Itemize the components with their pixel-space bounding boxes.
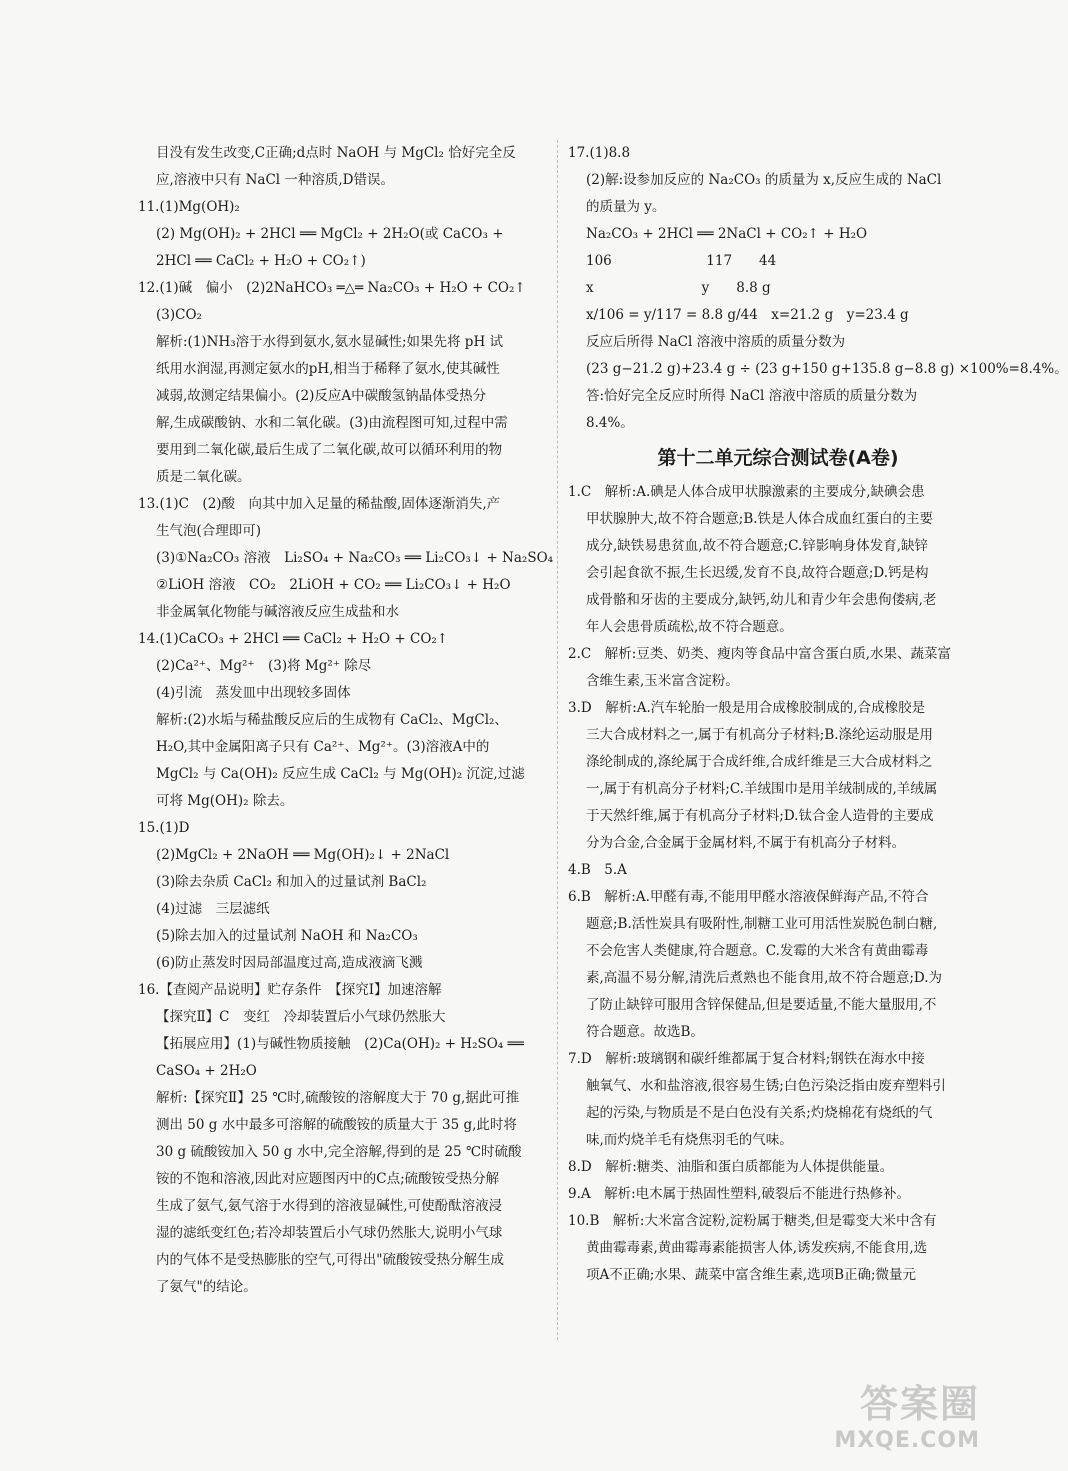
text-line: 黄曲霉毒素,黄曲霉毒素能损害人体,诱发疾病,不能食用,选 [586,1240,928,1256]
text-line: 16.【查阅产品说明】贮存条件 【探究Ⅰ】加速溶解 [138,982,442,998]
text-line: 了氨气"的结论。 [156,1279,257,1295]
text-line: (3)①Na₂CO₃ 溶液 Li₂SO₄ + Na₂CO₃ ══ Li₂CO₃↓ + Na₂SO₄ [156,550,554,566]
text-line: 2HCl ══ CaCl₂ + H₂O + CO₂↑) [156,253,366,269]
text-line: (2)解:设参加反应的 Na₂CO₃ 的质量为 x,反应生成的 NaCl [586,172,942,188]
text-line: 12.(1)碱 偏小 (2)2NaHCO₃ ═△═ Na₂CO₃ + H₂O + CO₂↑ [138,280,526,296]
text-line: 了防止缺锌可服用含锌保健品,但是要适量,不能大量服用,不 [586,997,937,1013]
text-line: 6.B 解析:A.甲醛有毒,不能用甲醛水溶液保鲜海产品,不符合 [568,889,929,905]
text-line: (4)过滤 三层滤纸 [156,901,270,917]
text-line: 106 117 44 [586,253,777,269]
text-line: 成骨骼和牙齿的主要成分,缺钙,幼儿和青少年会患佝偻病,老 [586,592,937,608]
text-line: (5)除去加入的过量试剂 NaOH 和 Na₂CO₃ [156,928,418,944]
text-line: 1.C 解析:A.碘是人体合成甲状腺激素的主要成分,缺碘会患 [568,484,925,500]
text-line: 非金属氧化物能与碱溶液反应生成盐和水 [156,604,399,620]
text-line: 8.4%。 [586,415,634,431]
text-line: 9.A 解析:电木属于热固性塑料,破裂后不能进行热修补。 [568,1186,910,1202]
text-line: 含维生素,玉米富含淀粉。 [586,673,739,689]
problem-17-block [568,140,1068,437]
text-line: 答:恰好完全反应时所得 NaCl 溶液中溶质的质量分数为 [586,388,918,404]
text-line: 30 g 硫酸铵加入 50 g 水中,完全溶解,得到的是 25 ℃时硫酸 [156,1144,522,1160]
text-line: 味,而灼烧羊毛有烧焦羽毛的气味。 [586,1132,793,1148]
left-column [138,140,554,1301]
text-line: 生气泡(合理即可) [156,523,262,539]
text-line: (6)防止蒸发时因局部温度过高,造成液滴飞溅 [156,955,423,971]
text-line: 7.D 解析:玻璃钢和碳纤维都属于复合材料;钢铁在海水中接 [568,1051,925,1067]
watermark-logo: 答案圈 [859,1382,980,1426]
text-line: 减弱,故测定结果偏小。(2)反应A中碳酸氢钠晶体受热分 [156,388,487,404]
text-line: 要用到二氧化碳,最后生成了二氧化碳,故可以循环利用的物 [156,442,503,458]
text-line: 于天然纤维,属于有机高分子材料;D.钛合金人造骨的主要成 [586,808,934,824]
text-line: 分为合金,合金属于金属材料,不属于有机高分子材料。 [586,835,906,851]
text-line: CaSO₄ + 2H₂O [156,1063,257,1079]
text-line: 17.(1)8.8 [568,145,631,161]
text-line: 4.B 5.A [568,862,627,878]
text-line: 测出 50 g 水中最多可溶解的硫酸铵的质量大于 35 g,此时将 [156,1117,517,1133]
text-line: 15.(1)D [138,820,190,836]
text-line: 不会危害人类健康,符合题意。C.发霉的大米含有黄曲霉毒 [586,943,929,959]
text-line: (23 g−21.2 g)+23.4 g ÷ (23 g+150 g+135.8 g−8.8 g) ×100%=8.4%。 [586,361,1068,377]
text-line: 生成了氨气,氨气溶于水得到的溶液显碱性,可使酚酞溶液浸 [156,1198,503,1214]
text-line: 年人会患骨质疏松,故不符合题意。 [586,619,793,635]
text-line: 成分,缺铁易患贫血,故不符合题意;C.锌影响身体发育,缺锌 [586,538,929,554]
text-line: (2)Ca²⁺、Mg²⁺ (3)将 Mg²⁺ 除尽 [156,658,372,674]
text-line: 符合题意。故选B。 [586,1024,704,1040]
text-line: 纸用水润湿,再测定氨水的pH,相当于稀释了氨水,使其碱性 [156,361,500,377]
text-line: 素,高温不易分解,清洗后煮熟也不能食用,故不符合题意;D.为 [586,970,943,986]
watermark-url: MXQE.COM [834,1428,980,1453]
section-title: 第十二单元综合测试卷(A卷) [657,447,899,469]
column-divider [557,140,558,1340]
text-line: ②LiOH 溶液 CO₂ 2LiOH + CO₂ ══ Li₂CO₃↓ + H₂O [156,577,511,593]
text-line: 目没有发生改变,C正确;d点时 NaOH 与 MgCl₂ 恰好完全反 [156,145,516,161]
text-line: 可将 Mg(OH)₂ 除去。 [156,793,294,809]
text-line: 11.(1)Mg(OH)₂ [138,199,240,215]
text-line: 【拓展应用】(1)与碱性物质接触 (2)Ca(OH)₂ + H₂SO₄ ══ [156,1036,524,1052]
text-line: 13.(1)C (2)酸 向其中加入足量的稀盐酸,固体逐渐消失,产 [138,496,501,512]
text-line: 铵的不饱和溶液,因此对应题图丙中的C点;硫酸铵受热分解 [156,1171,500,1187]
text-line: 涤纶制成的,涤纶属于合成纤维,合成纤维是三大合成材料之 [586,754,933,770]
text-line: 项A不正确;水果、蔬菜中富含维生素,选项B正确;微量元 [586,1267,917,1283]
right-column [568,140,1068,1289]
text-line: 一,属于有机高分子材料;C.羊绒围巾是用羊绒制成的,羊绒属 [586,781,938,797]
text-line: 会引起食欲不振,生长迟缓,发育不良,故符合题意;D.钙是构 [586,565,929,581]
text-line: x/106 = y/117 = 8.8 g/44 x=21.2 g y=23.4 g [586,307,909,323]
text-line: (3)除去杂质 CaCl₂ 和加入的过量试剂 BaCl₂ [156,874,427,890]
text-line: 质是二氧化碳。 [156,469,251,485]
text-line: 甲状腺肿大,故不符合题意;B.铁是人体合成血红蛋白的主要 [586,511,934,527]
text-line: 10.B 解析:大米富含淀粉,淀粉属于糖类,但是霉变大米中含有 [568,1213,937,1229]
text-line: 解析:【探究Ⅱ】25 ℃时,硫酸铵的溶解度大于 70 g,据此可推 [156,1090,520,1106]
text-line: 内的气体不是受热膨胀的空气,可得出"硫酸铵受热分解生成 [156,1252,504,1268]
text-line: (3)CO₂ [156,307,202,323]
text-line: 解析:(1)NH₃溶于水得到氨水,氨水显碱性;如果先将 pH 试 [156,334,504,350]
text-line: 应,溶液中只有 NaCl 一种溶质,D错误。 [156,172,394,188]
text-line: 14.(1)CaCO₃ + 2HCl ══ CaCl₂ + H₂O + CO₂↑ [138,631,449,647]
text-line: 题意;B.活性炭具有吸附性,制糖工业可用活性炭脱色制白糖, [586,916,938,932]
text-line: 【探究Ⅱ】C 变红 冷却装置后小气球仍然胀大 [156,1009,446,1025]
text-line: (4)引流 蒸发皿中出现较多固体 [156,685,351,701]
text-line: (2) Mg(OH)₂ + 2HCl ══ MgCl₂ + 2H₂O(或 CaCO₃ + [156,226,504,242]
text-line: 起的污染,与物质是不是白色没有关系;灼烧棉花有烧纸的气 [586,1105,933,1121]
text-line: 反应后所得 NaCl 溶液中溶质的质量分数为 [586,334,846,350]
text-line: 解,生成碳酸钠、水和二氧化碳。(3)由流程图可知,过程中需 [156,415,508,431]
text-line: H₂O,其中金属阳离子只有 Ca²⁺、Mg²⁺。(3)溶液A中的 [156,739,490,755]
text-line: 湿的滤纸变红色;若冷却装置后小气球仍然胀大,说明小气球 [156,1225,503,1241]
watermark [834,1373,980,1453]
text-line: 的质量为 y。 [586,199,666,215]
text-line: 解析:(2)水垢与稀盐酸反应后的生成物有 CaCl₂、MgCl₂、 [156,712,508,728]
text-line: (2)MgCl₂ + 2NaOH ══ Mg(OH)₂↓ + 2NaCl [156,847,450,863]
text-line: 三大合成材料之一,属于有机高分子材料;B.涤纶运动服是用 [586,727,934,743]
unit-12-answers [568,479,988,1289]
text-line: x y 8.8 g [586,280,771,296]
text-line: 3.D 解析:A.汽车轮胎一般是用合成橡胶制成的,合成橡胶是 [568,700,926,716]
text-line: 2.C 解析:豆类、奶类、瘦肉等食品中富含蛋白质,水果、蔬菜富 [568,646,952,662]
text-line: 8.D 解析:糖类、油脂和蛋白质都能为人体提供能量。 [568,1159,894,1175]
text-line: Na₂CO₃ + 2HCl ══ 2NaCl + CO₂↑ + H₂O [586,226,868,242]
text-line: MgCl₂ 与 Ca(OH)₂ 反应生成 CaCl₂ 与 Mg(OH)₂ 沉淀,过滤 [156,766,525,782]
text-line: 触氧气、水和盐溶液,很容易生锈;白色污染泛指由废弃塑料引 [586,1078,946,1094]
